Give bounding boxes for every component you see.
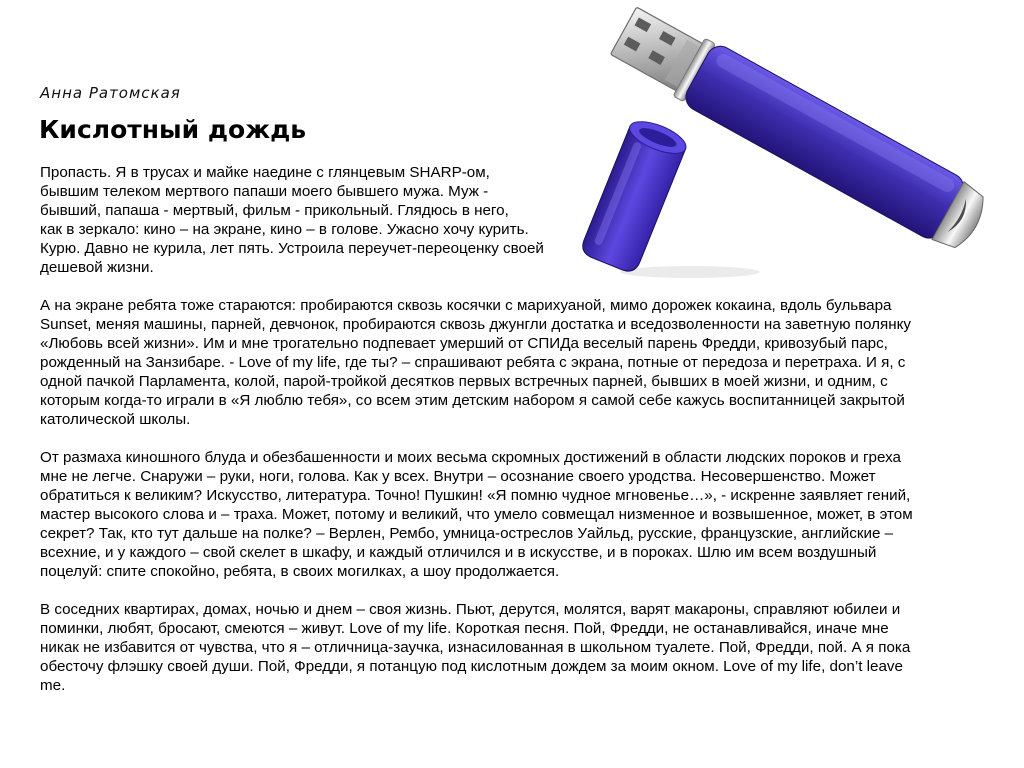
text-line: мастер высокого слова и – траха. Может, потому и великий, что умело совмещал низменное и возвышенное, может, в этом xyxy=(40,506,913,523)
author-name: Анна Ратомская xyxy=(40,84,181,102)
text-line: которым когда-то играли в «Я люблю тебя», со всем этим детским набором я самой себе кажусь воспитанницей закрытой xyxy=(40,392,905,409)
text-line: бывшим телеком мертвого папаши моего бывшего мужа. Муж - xyxy=(40,183,489,200)
text-line: В соседних квартирах, домах, ночью и днем – своя жизнь. Пьют, дерутся, молятся, варят макароны, справляют юбилеи и xyxy=(40,601,901,618)
paragraph-3 xyxy=(40,448,985,581)
text-line: всехние, и у каждого – свой скелет в шкафу, и каждый отличился и в искусстве, и в пороках. Шлю им всем воздушный xyxy=(40,544,877,561)
text-line: А на экране ребята тоже стараются: пробираются сквозь косячки с марихуаной, мимо дорожек кокаина, вдоль бульвара xyxy=(40,297,892,314)
text-line: никак не избавится от чувства, что я – отличница-заучка, изнасилованная в школьном туалете. Пой, Фредди, пой. А я пока xyxy=(40,639,911,656)
text-line: Курю. Давно не курила, лет пять. Устроила переучет-переоценку своей xyxy=(40,240,544,257)
text-line: обратиться к великим? Искусство, литература. Точно! Пушкин! «Я помню чудное мгновенье…», - искренне заявляет гений, xyxy=(40,487,911,504)
text-line: me. xyxy=(40,677,66,694)
text-line: Пропасть. Я в трусах и майке наедине с глянцевым SHARP-ом, xyxy=(40,164,490,181)
text-line: поцелуй: спите спокойно, ребята, в своих могилках, а шоу продолжается. xyxy=(40,563,560,580)
article-title: Кислотный дождь xyxy=(39,115,307,144)
text-line: поминки, любят, бросают, смеются – живут. Love of my life. Короткая песня. Пой, Фредди, не останавливайся, иначе мне xyxy=(40,620,889,637)
paragraph-2 xyxy=(40,296,985,429)
text-line: католической школы. xyxy=(40,411,191,428)
text-line: секрет? Так, кто тут дальше на полке? – Верлен, Рембо, умница-остреслов Уайльд, русские, французские, английские – xyxy=(40,525,894,542)
text-line: рожденный на Занзибаре. - Love of my life, где ты? – спрашивают ребята с экрана, потные от передоза и перетраха. И я, с xyxy=(40,354,906,371)
text-line: обесточу флэшку своей души. Пой, Фредди, я потанцую под кислотным дождем за моим окном. Love of my life, don’t leave xyxy=(40,658,903,675)
text-line: Sunset, меняя машины, парней, девчонок, пробираются сквозь джунгли достатка и вседозволенности на заветную полянку xyxy=(40,316,912,333)
text-line: мне не легче. Снаружи – руки, ноги, голова. Как у всех. Внутри – осознание своего уродства. Несовершенство. Может xyxy=(40,468,876,485)
text-line: дешевой жизни. xyxy=(40,259,154,276)
text-line: бывший, папаша - мертвый, фильм - прикольный. Глядюсь в него, xyxy=(40,202,509,219)
paragraph-4 xyxy=(40,600,985,695)
text-line: одной пачкой Парламента, колой, парой-тройкой десятков первых встречных парней, бывших в моей жизни, и одним, с xyxy=(40,373,888,390)
paragraph-1 xyxy=(40,163,985,277)
article-body xyxy=(40,163,985,714)
text-line: как в зеркало: кино – на экране, кино – в голове. Ужасно хочу курить. xyxy=(40,221,529,238)
text-line: «Любовь всей жизни». Им и мне трогательно подпевает умерший от СПИДа веселый парень Фредди, кривозубый парс, xyxy=(40,335,888,352)
text-line: От размаха киношного блуда и обезбашенности и моих весьма скромных достижений в области людских пороков и греха xyxy=(40,449,901,466)
